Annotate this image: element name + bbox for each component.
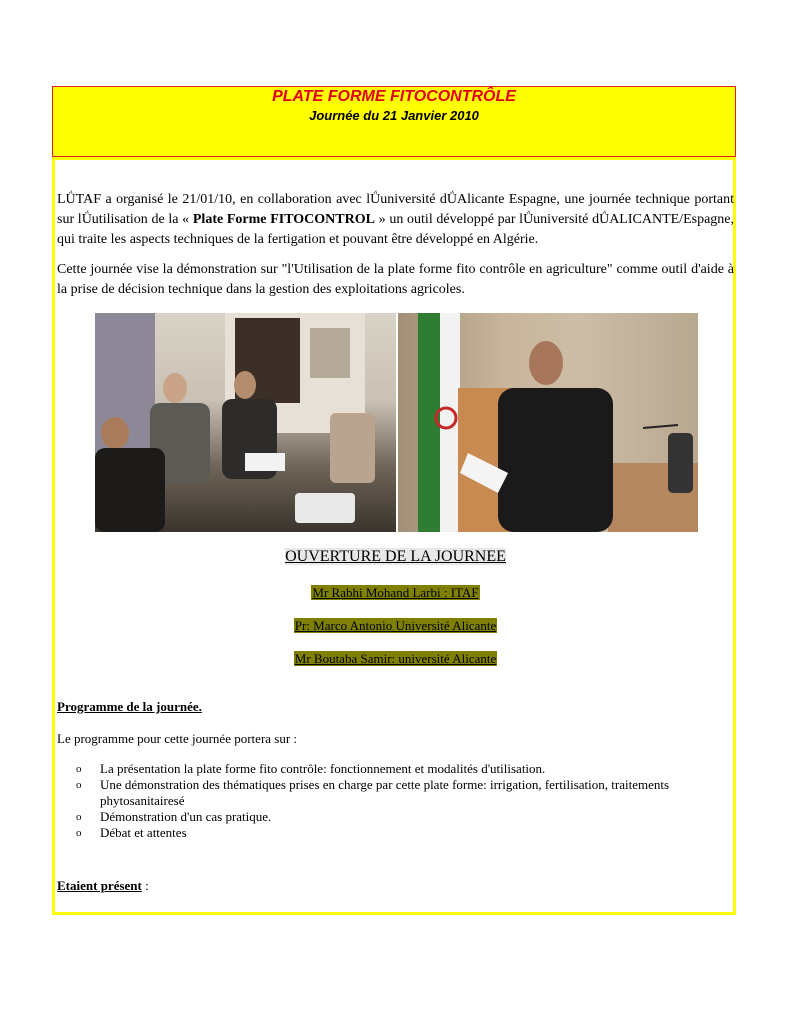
bullet-icon: o (76, 827, 82, 839)
attendees-heading (57, 878, 149, 894)
page-title: PLATE FORME FITOCONTRÔLE (272, 88, 516, 105)
intro-text-b: » un outil développé par lǗuniversité dǗALICANTE/Espagne, qui traite les aspects techniques de la fertigation et pouvant être développé en Algérie. (57, 212, 734, 247)
bullet-icon: o (76, 779, 82, 791)
intro-paragraph-1 (57, 190, 734, 250)
speaker-3 (0, 651, 791, 667)
list-item: o Débat et attentes (76, 825, 187, 840)
speaker-1-text: Mr Rabhi Mohand Larbi : ITAF (312, 585, 479, 600)
meeting-audience-photo (95, 313, 396, 532)
list-item: o La présentation la plate forme fito contrôle: fonctionnement et modalités d'utilisation. (76, 761, 546, 776)
list-item: o Démonstration d'un cas pratique. (76, 809, 272, 824)
opening-heading-text: OUVERTURE DE LA JOURNEE (285, 548, 506, 565)
attendees-suffix: : (141, 878, 149, 893)
speaker-photo-illustration (398, 313, 698, 532)
attendees-label: Etaient présent (57, 878, 142, 893)
programme-list (76, 761, 736, 841)
audience-photo-illustration (95, 313, 396, 532)
bullet-icon: o (76, 811, 82, 823)
opening-heading (0, 548, 791, 566)
intro-text-bold: Plate Forme FITOCONTROL (192, 212, 375, 227)
speaker-photo (398, 313, 698, 532)
bullet-icon: o (76, 763, 82, 775)
list-item-continuation: phytosanitairesé (100, 793, 185, 808)
programme-title: Programme de la journée. (57, 699, 202, 714)
intro-paragraph-2: Cette journée vise la démonstration sur "l'Utilisation de la plate forme fito contrôle en agriculture" comme outil d'aide à la prise de décision technique dans la gestion des exploitations agricoles. (57, 262, 734, 297)
header-banner (52, 86, 736, 157)
speaker-2 (0, 618, 791, 634)
intro-text-a: LǗTAF a organisé le 21/01/10, en collaboration avec lǗuniversité dǗAlicante Espagne, une journée technique portant sur lǗutilisation de la « (57, 192, 734, 227)
speaker-2-text: Pr: Marco Antonio Université Alicante (294, 618, 497, 633)
speaker-1 (0, 585, 791, 601)
speaker-3-text: Mr Boutaba Samir: université Alicante (294, 651, 497, 666)
list-item: o Une démonstration des thématiques prises en charge par cette plate forme: irrigation, fertilisation, traitements (76, 777, 670, 792)
programme-intro: Le programme pour cette journée portera sur : (57, 731, 298, 746)
page-subtitle: Journée du 21 Janvier 2010 (309, 108, 479, 123)
